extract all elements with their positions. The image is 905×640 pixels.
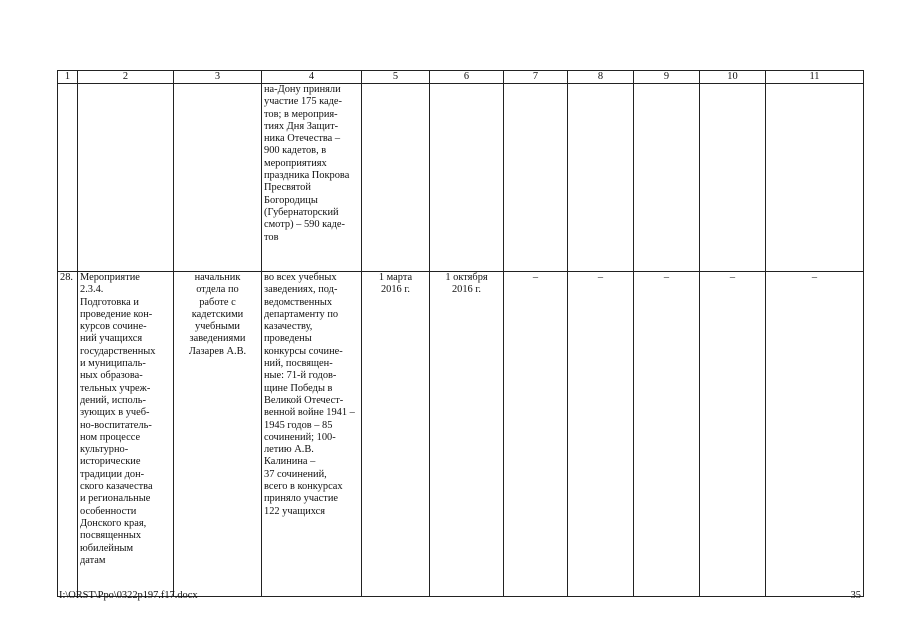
cell-line: Подготовка и	[80, 296, 139, 308]
cell-line: но-воспитатель-	[80, 419, 152, 431]
table-cell-dash	[504, 272, 568, 597]
cell-line: сочинений; 100-	[264, 431, 336, 443]
cell-line: начальник	[194, 272, 241, 283]
cell-line: –	[811, 272, 818, 283]
table-row-item-28	[58, 272, 864, 597]
cell-line: Калинина –	[264, 456, 316, 468]
table-cell	[362, 84, 430, 272]
page-number: 35	[850, 590, 861, 601]
cell-line: приняло участие	[264, 493, 338, 505]
table-cell	[78, 84, 174, 272]
row-number-cell	[58, 272, 78, 597]
column-number: 7	[504, 71, 568, 84]
table-cell-result	[262, 84, 362, 272]
cell-line: проведены	[264, 333, 312, 345]
result-description-cell	[262, 272, 362, 597]
cell-line: ные: 71-й годов-	[264, 370, 337, 382]
column-number: 10	[700, 71, 766, 84]
cell-line: участие 175 каде-	[264, 96, 343, 108]
table-cell-dash	[766, 272, 864, 597]
cell-line: щине Победы в	[264, 382, 333, 394]
cell-line: тов	[264, 231, 279, 243]
cell-line: летию А.В.	[264, 444, 314, 456]
end-date-cell	[430, 272, 504, 597]
cell-line: 1945 годов – 85	[264, 419, 333, 431]
cell-line: посвященных	[80, 530, 142, 542]
column-number: 3	[174, 71, 262, 84]
cell-line: тов; в мероприя-	[264, 108, 338, 120]
column-number: 4	[262, 71, 362, 84]
cell-line: –	[663, 272, 670, 283]
cell-line: Донского края,	[80, 517, 147, 529]
cell-line: кадетскими	[191, 308, 244, 320]
cell-line: во всех учебных	[264, 272, 337, 283]
responsible-person-cell	[174, 272, 262, 597]
table-cell-dash	[568, 272, 634, 597]
column-number: 6	[430, 71, 504, 84]
document-sheet	[57, 70, 863, 597]
cell-line: ведомственных	[264, 296, 333, 308]
cell-line: всего в конкурсах	[264, 481, 343, 493]
cell-line: 900 кадетов, в	[264, 145, 327, 157]
cell-line: Пресвятой	[264, 182, 311, 194]
cell-line: 2016 г.	[451, 284, 482, 296]
column-number: 8	[568, 71, 634, 84]
table-cell-dash	[634, 272, 700, 597]
column-number: 5	[362, 71, 430, 84]
table-cell-dash	[700, 272, 766, 597]
table-cell	[504, 84, 568, 272]
cell-line: тельных учреж-	[80, 382, 151, 394]
cell-line: культурно-	[80, 444, 129, 456]
table-cell	[174, 84, 262, 272]
cell-line: 1 марта	[378, 272, 413, 283]
cell-line: 122 учащихся	[264, 505, 326, 517]
column-number: 9	[634, 71, 700, 84]
column-number-row	[58, 71, 864, 84]
cell-line: зующих в учеб-	[80, 407, 150, 419]
cell-line: 2.3.4.	[80, 284, 104, 296]
cell-line: юбилейным	[80, 542, 134, 554]
column-number: 2	[78, 71, 174, 84]
cell-line: праздника Покрова	[264, 170, 350, 182]
cell-line: ний, посвящен-	[264, 358, 333, 370]
cell-line: традиции дон-	[80, 468, 145, 480]
cell-line: тиях Дня Защит-	[264, 120, 339, 132]
cell-line: 2016 г.	[380, 284, 411, 296]
cell-line: исторические	[80, 456, 141, 468]
cell-line: –	[597, 272, 604, 283]
cell-line: датам	[80, 554, 106, 566]
cell-line: конкурсы сочине-	[264, 345, 343, 357]
cell-line: Мероприятие	[80, 272, 140, 283]
activities-table	[57, 70, 864, 597]
cell-line: –	[532, 272, 539, 283]
cell-line: –	[729, 272, 736, 283]
activity-name-cell	[78, 272, 174, 597]
column-number: 1	[58, 71, 78, 84]
cell-line: дений, исполь-	[80, 394, 146, 406]
cell-line: (Губернаторский	[264, 206, 339, 218]
file-path: I:\ORST\Ppo\0322p197.f17.docx	[59, 590, 198, 601]
table-row-continuation	[58, 84, 864, 272]
start-date-cell	[362, 272, 430, 597]
cell-line: венной войне 1941 –	[264, 407, 355, 419]
cell-line: отдела по	[196, 284, 239, 296]
table-cell	[700, 84, 766, 272]
cell-line: ном процессе	[80, 431, 141, 443]
cell-line: ний учащихся	[80, 333, 143, 345]
cell-line: заведениями	[189, 333, 246, 345]
cell-line: Богородицы	[264, 194, 318, 206]
table-cell	[634, 84, 700, 272]
table-cell	[430, 84, 504, 272]
cell-line: казачеству,	[264, 321, 313, 333]
cell-line: особенности	[80, 505, 137, 517]
cell-line: 28.	[60, 272, 73, 283]
cell-line: Великой Отечест-	[264, 394, 344, 406]
cell-line: заведениях, под-	[264, 284, 338, 296]
cell-line: и региональные	[80, 493, 151, 505]
cell-line: государственных	[80, 345, 156, 357]
cell-line: работе с	[199, 296, 236, 308]
cell-line: 37 сочинений,	[264, 468, 327, 480]
cell-line: смотр) – 590 каде-	[264, 219, 346, 231]
cell-line: ского казачества	[80, 481, 153, 493]
table-cell	[568, 84, 634, 272]
column-number: 11	[766, 71, 864, 84]
cell-line: ных образова-	[80, 370, 143, 382]
cell-line: и муниципаль-	[80, 358, 146, 370]
table-cell	[58, 84, 78, 272]
cell-line: Лазарев А.В.	[188, 345, 247, 357]
cell-line: учебными	[195, 321, 240, 333]
cell-line: ника Отечества –	[264, 133, 341, 145]
cell-line: мероприятиях	[264, 157, 327, 169]
cell-line: 1 октября	[445, 272, 488, 283]
cell-line: курсов сочине-	[80, 321, 147, 333]
cell-line: департаменту по	[264, 308, 339, 320]
cell-line: на-Дону приняли	[264, 84, 341, 95]
cell-line: проведение кон-	[80, 308, 153, 320]
table-cell	[766, 84, 864, 272]
